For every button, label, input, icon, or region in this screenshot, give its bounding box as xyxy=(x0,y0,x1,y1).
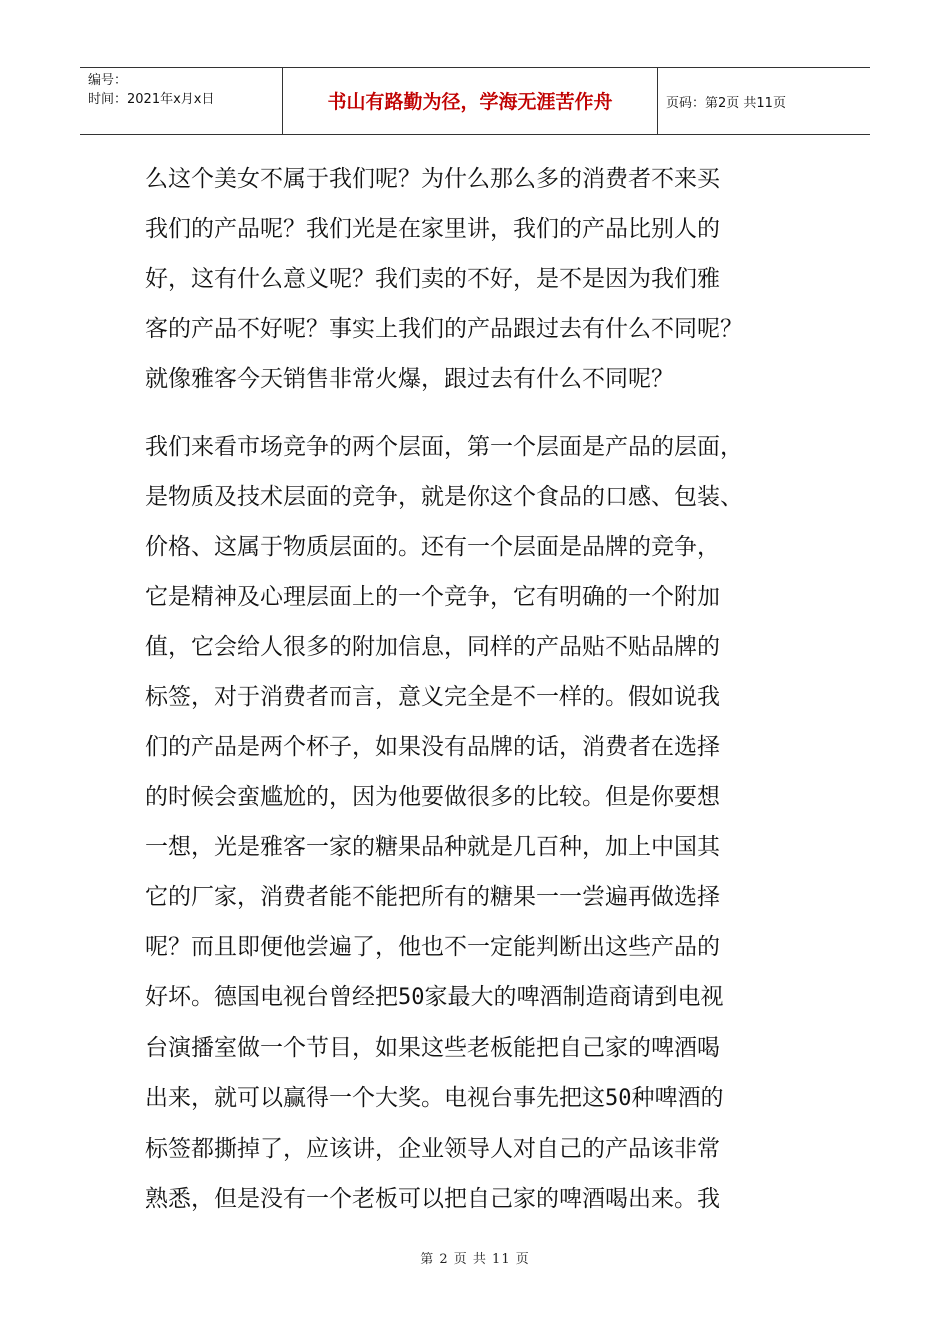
text-line: 是物质及技术层面的竞争，就是你这个食品的口感、包装、 xyxy=(145,484,743,510)
text-line: 价格、这属于物质层面的。还有一个层面是品牌的竞争， xyxy=(145,534,720,560)
text-segment: 家最大的啤酒制造商请到电视 xyxy=(424,984,724,1010)
text-line: 台演播室做一个节目，如果这些老板能把自己家的啤酒喝 xyxy=(145,1035,720,1061)
text-line: 它是精神及心理层面上的一个竞争，它有明确的一个附加 xyxy=(145,584,720,610)
text-line: 标签，对于消费者而言，意义完全是不一样的。假如说我 xyxy=(145,684,720,710)
text-line: 标签都撕掉了，应该讲，企业领导人对自己的产品该非常 xyxy=(145,1136,720,1162)
document-time-label: 时间：2021年x月x日 xyxy=(88,92,215,107)
text-line: 客的产品不好呢？事实上我们的产品跟过去有什么不同呢？ xyxy=(145,316,743,342)
header-motto: 书山有路勤为径，学海无涯苦作舟 xyxy=(283,68,658,134)
text-segment: 好坏。德国电视台曾经把 xyxy=(145,984,398,1010)
number-50: 50 xyxy=(398,985,425,1010)
text-line: 就像雅客今天销售非常火爆，跟过去有什么不同呢？ xyxy=(145,366,674,392)
text-line: 一想，光是雅客一家的糖果品种就是几百种，加上中国其 xyxy=(145,834,720,860)
text-line xyxy=(145,1073,805,1124)
text-line: 么这个美女不属于我们呢？为什么那么多的消费者不来买 xyxy=(145,166,720,192)
paragraph-2 xyxy=(145,422,805,1224)
text-line: 我们来看市场竞争的两个层面，第一个层面是产品的层面， xyxy=(145,434,743,460)
paragraph-1 xyxy=(145,154,805,404)
text-line: 们的产品是两个杯子，如果没有品牌的话，消费者在选择 xyxy=(145,734,720,760)
text-line: 我们的产品呢？我们光是在家里讲，我们的产品比别人的 xyxy=(145,216,720,242)
text-line: 的时候会蛮尴尬的，因为他要做很多的比较。但是你要想 xyxy=(145,784,720,810)
text-line: 好，这有什么意义呢？我们卖的不好，是不是因为我们雅 xyxy=(145,266,720,292)
text-line: 熟悉，但是没有一个老板可以把自己家的啤酒喝出来。我 xyxy=(145,1186,720,1212)
text-line: 呢？而且即便他尝遍了，他也不一定能判断出这些产品的 xyxy=(145,934,720,960)
page-footer: 第 2 页 共 11 页 xyxy=(420,1252,530,1267)
text-line: 值，它会给人很多的附加信息，同样的产品贴不贴品牌的 xyxy=(145,634,720,660)
text-line: 它的厂家，消费者能不能把所有的糖果一一尝遍再做选择 xyxy=(145,884,720,910)
text-line xyxy=(145,972,805,1023)
text-segment: 种啤酒的 xyxy=(631,1085,724,1111)
header-page-code: 页码：第2页 共11页 xyxy=(666,95,786,111)
document-number-label: 编号： xyxy=(88,73,128,88)
header-meta xyxy=(80,68,283,134)
page-header xyxy=(80,67,870,135)
text-segment: 出来，就可以赢得一个大奖。电视台事先把这 xyxy=(145,1085,605,1111)
number-50: 50 xyxy=(605,1086,632,1111)
document-body xyxy=(145,154,805,1224)
